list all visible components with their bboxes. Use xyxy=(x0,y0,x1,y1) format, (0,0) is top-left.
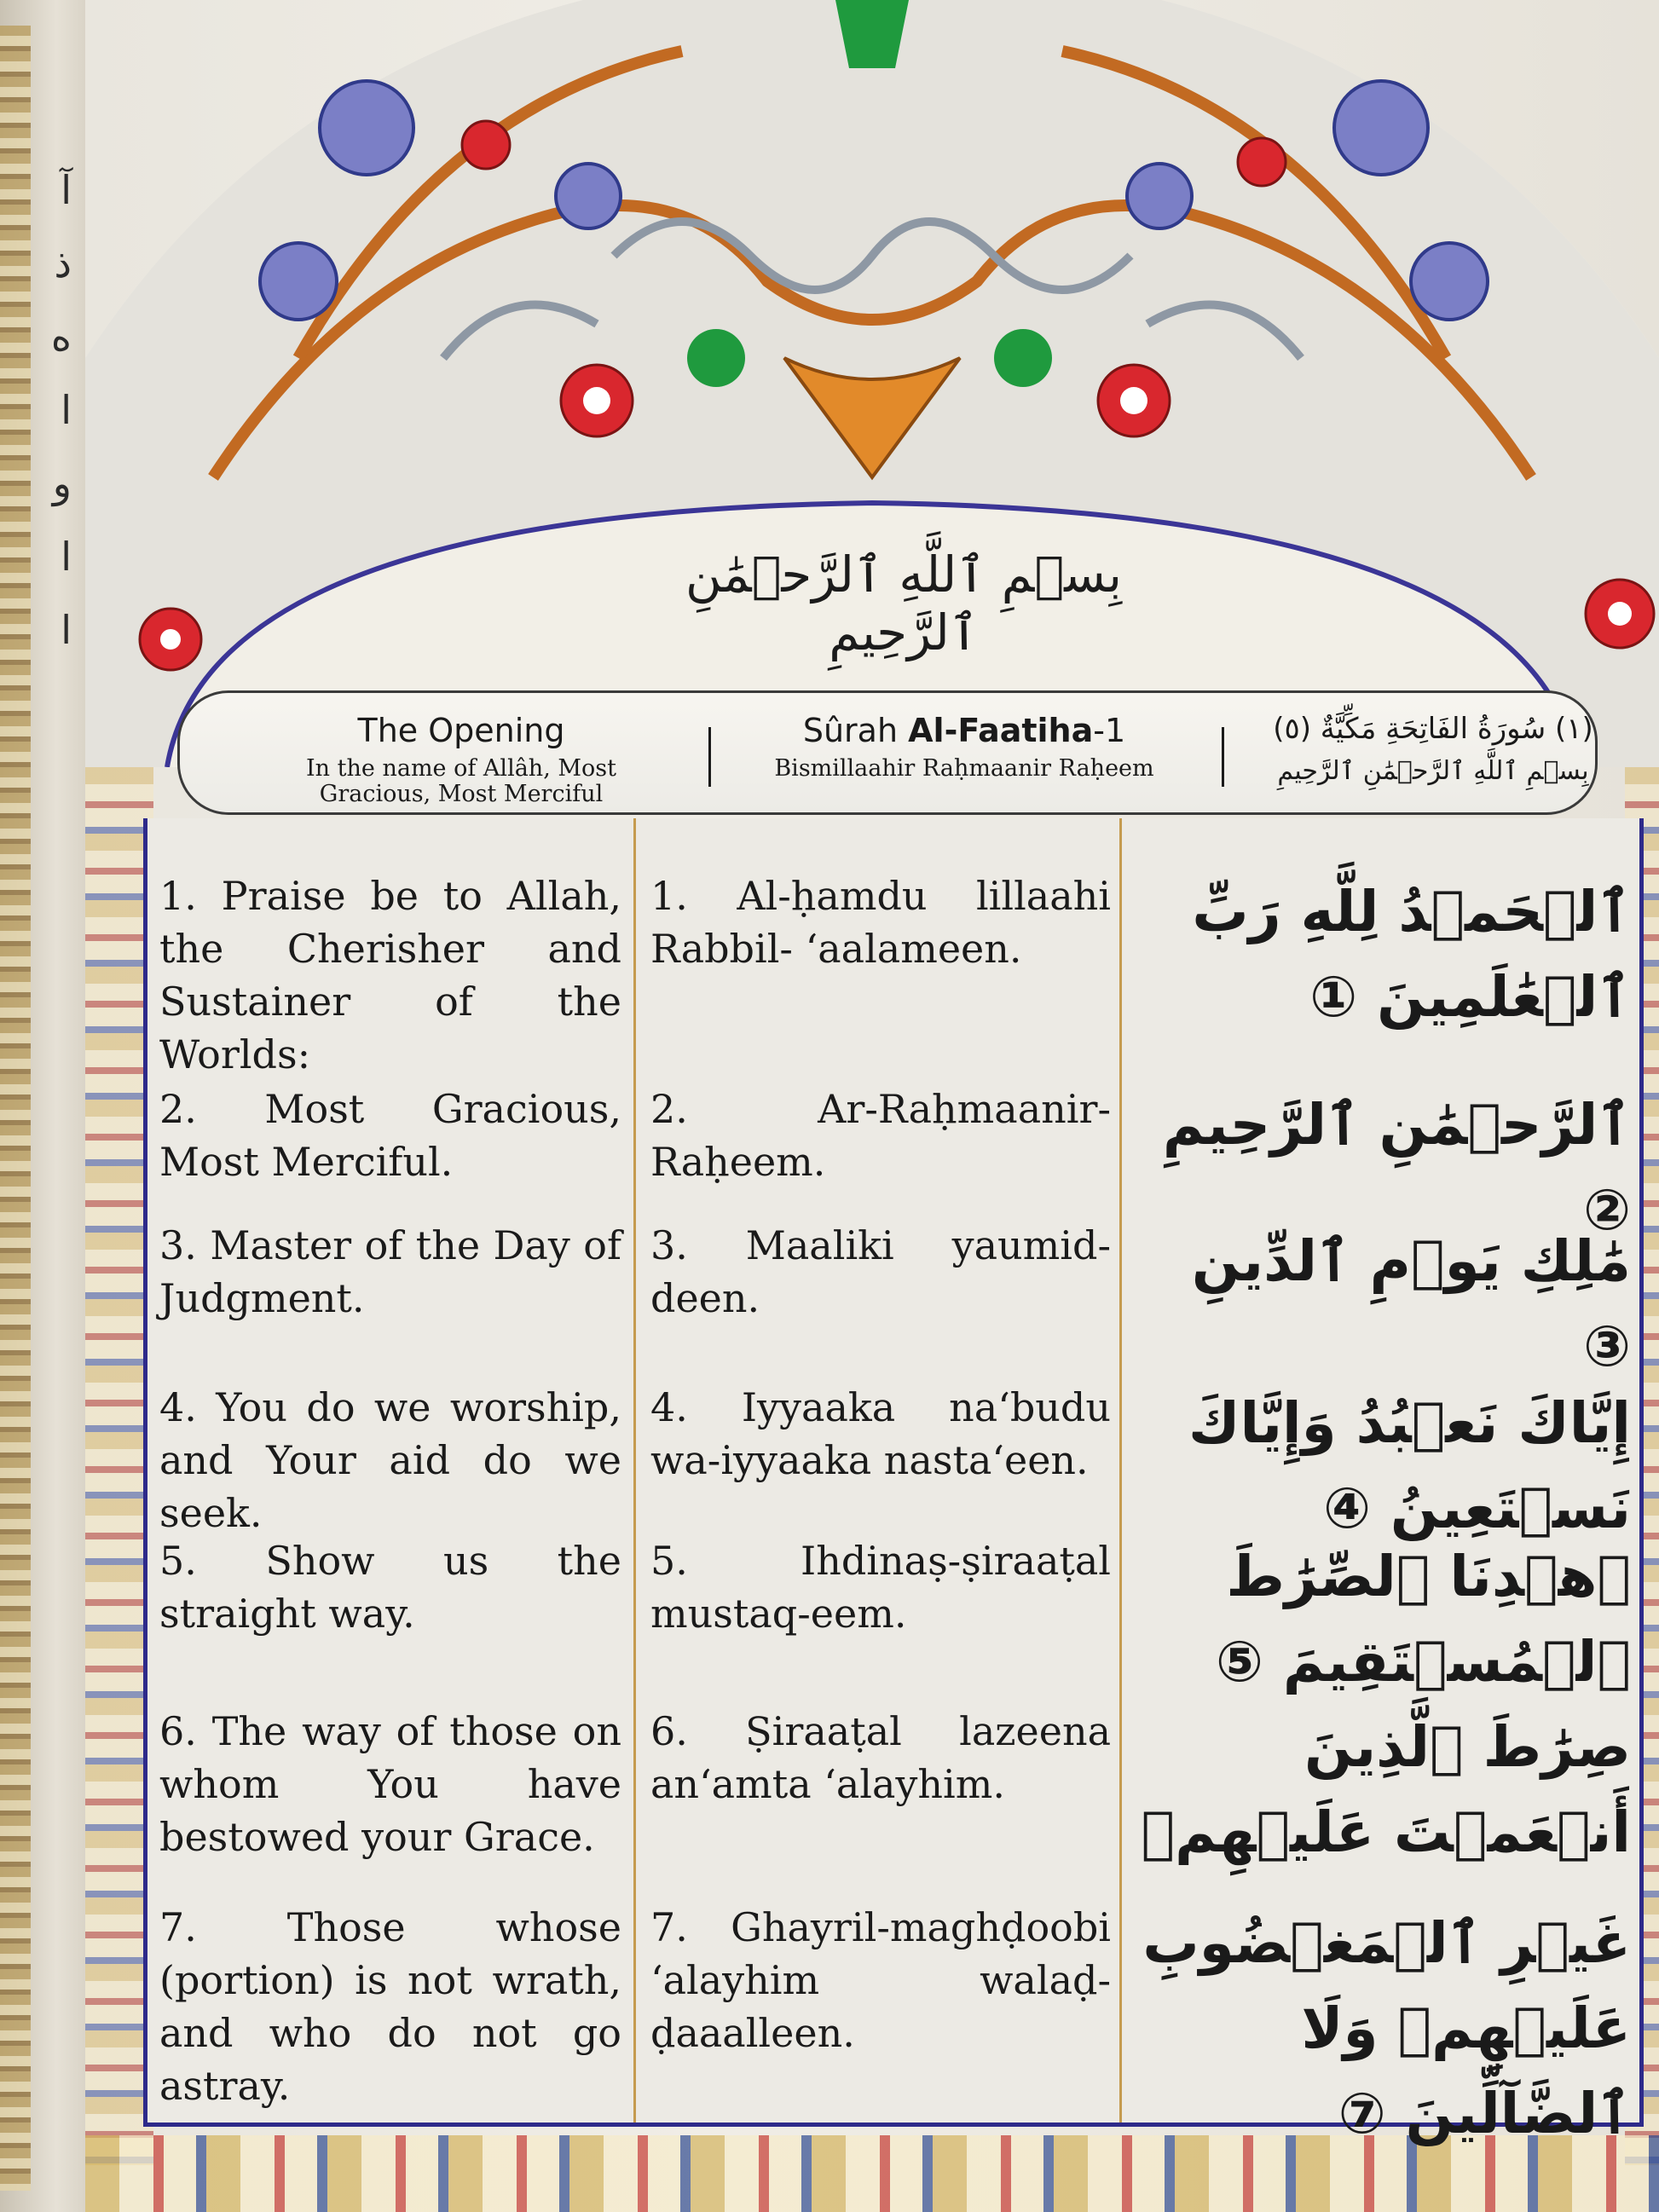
verse-arabic: ٱهۡدِنَا ٱلصِّرَٰطَ ٱلۡمُسۡتَقِيمَ ⑤ xyxy=(1215,1544,1631,1695)
verse-transliteration: 2. Ar-Raḥmaanir-Raḥeem. xyxy=(650,1086,1111,1185)
verse-arabic: غَيۡرِ ٱلۡمَغۡضُوبِ عَلَيۡهِمۡ وَلَا ٱلضَّآلِّينَ ⑦ xyxy=(1142,1910,1631,2146)
verse-transliteration: 1. Al-ḥamdu lillaahi Rabbil- ‘aalameen. xyxy=(650,873,1111,972)
adjacent-glyph: و xyxy=(52,460,72,506)
english-title: The Opening xyxy=(357,712,565,749)
header-divider xyxy=(708,727,711,787)
verse-english: 4. You do we worship, and Your aid do we seek. xyxy=(159,1384,621,1536)
surah-header-band xyxy=(143,682,1642,818)
verse-transliteration: 5. Ihdinaṣ-ṣiraaṭal mustaq-eem. xyxy=(650,1538,1111,1637)
quran-page xyxy=(85,0,1659,2212)
transliteration-subtitle: Bismillaahir Raḥmaanir Raḥeem xyxy=(774,755,1154,782)
header-divider xyxy=(1222,727,1224,787)
surah-label: Sûrah xyxy=(802,712,899,749)
adjacent-page-strip xyxy=(0,0,94,2212)
verse-transliteration: 4. Iyyaaka na‘budu wa-iyyaaka nasta‘een. xyxy=(650,1384,1111,1483)
header-arabic xyxy=(1246,712,1621,786)
arabic-subtitle: بِسۡمِ ٱللَّهِ ٱلرَّحۡمَٰنِ ٱلرَّحِيمِ xyxy=(1277,756,1589,786)
verse-transliteration: 7. Ghayril-maghḍoobi ‘alayhim walaḍ-ḍaaalleen. xyxy=(650,1904,1111,2056)
verse-arabic: ٱلۡحَمۡدُ لِلَّهِ رَبِّ ٱلۡعَٰلَمِينَ ① xyxy=(1192,879,1631,1030)
verse-english: 2. Most Gracious, Most Merciful. xyxy=(159,1086,621,1185)
header-english xyxy=(282,712,640,807)
adjacent-glyph: آ xyxy=(61,167,72,213)
adjacent-page-text xyxy=(38,153,72,667)
arabic-title: (١) سُورَةُ الفَاتِحَةِ مَكِّيَّةٌ (٥) xyxy=(1273,712,1593,746)
verse-transliteration: 3. Maaliki yaumid-deen. xyxy=(650,1222,1111,1321)
surah-name: Al-Faatiha xyxy=(908,712,1094,749)
verse-english: 7. Those whose (portion) is not wrath, and who do not go astray. xyxy=(159,1904,621,2109)
verse-english: 3. Master of the Day of Judgment. xyxy=(159,1222,621,1321)
surah-number: -1 xyxy=(1093,712,1126,749)
column-divider xyxy=(1119,818,1122,2122)
verse-table xyxy=(143,818,1644,2146)
verse-english: 1. Praise be to Allah, the Cherisher and Sustainer of the Worlds: xyxy=(159,873,621,1077)
adjacent-glyph: ا xyxy=(61,534,72,580)
adjacent-glyph: ذ xyxy=(54,240,72,286)
adjacent-glyph: ه xyxy=(50,314,72,360)
bismillah-heading: بِسۡمِ ٱللَّهِ ٱلرَّحۡمَٰنِ ٱلرَّحِيمِ xyxy=(685,546,1123,661)
verse-arabic: مَٰلِكِ يَوۡمِ ٱلدِّينِ ③ xyxy=(1191,1228,1631,1379)
adjacent-page-border xyxy=(0,26,31,2191)
adjacent-glyph: ا xyxy=(61,387,72,433)
verse-english: 6. The way of those on whom You have bestowed your Grace. xyxy=(159,1708,621,1860)
column-divider xyxy=(633,818,636,2122)
verse-english: 5. Show us the straight way. xyxy=(159,1538,621,1637)
verse-arabic: إِيَّاكَ نَعۡبُدُ وَإِيَّاكَ نَسۡتَعِينُ ④ xyxy=(1188,1390,1631,1541)
english-subtitle: In the name of Allâh, Most Gracious, Most Merciful xyxy=(306,755,616,807)
surah-header-frame xyxy=(177,690,1598,815)
verse-transliteration: 6. Ṣiraaṭal lazeena an‘amta ‘alayhim. xyxy=(650,1708,1111,1807)
adjacent-glyph: ا xyxy=(61,607,72,653)
surah-title xyxy=(725,712,1203,749)
verse-arabic: صِرَٰطَ ٱلَّذِينَ أَنۡعَمۡتَ عَلَيۡهِمۡ xyxy=(1141,1714,1631,1865)
verse-arabic: ٱلرَّحۡمَٰنِ ٱلرَّحِيمِ ② xyxy=(1162,1092,1631,1243)
header-transliteration xyxy=(725,712,1203,782)
